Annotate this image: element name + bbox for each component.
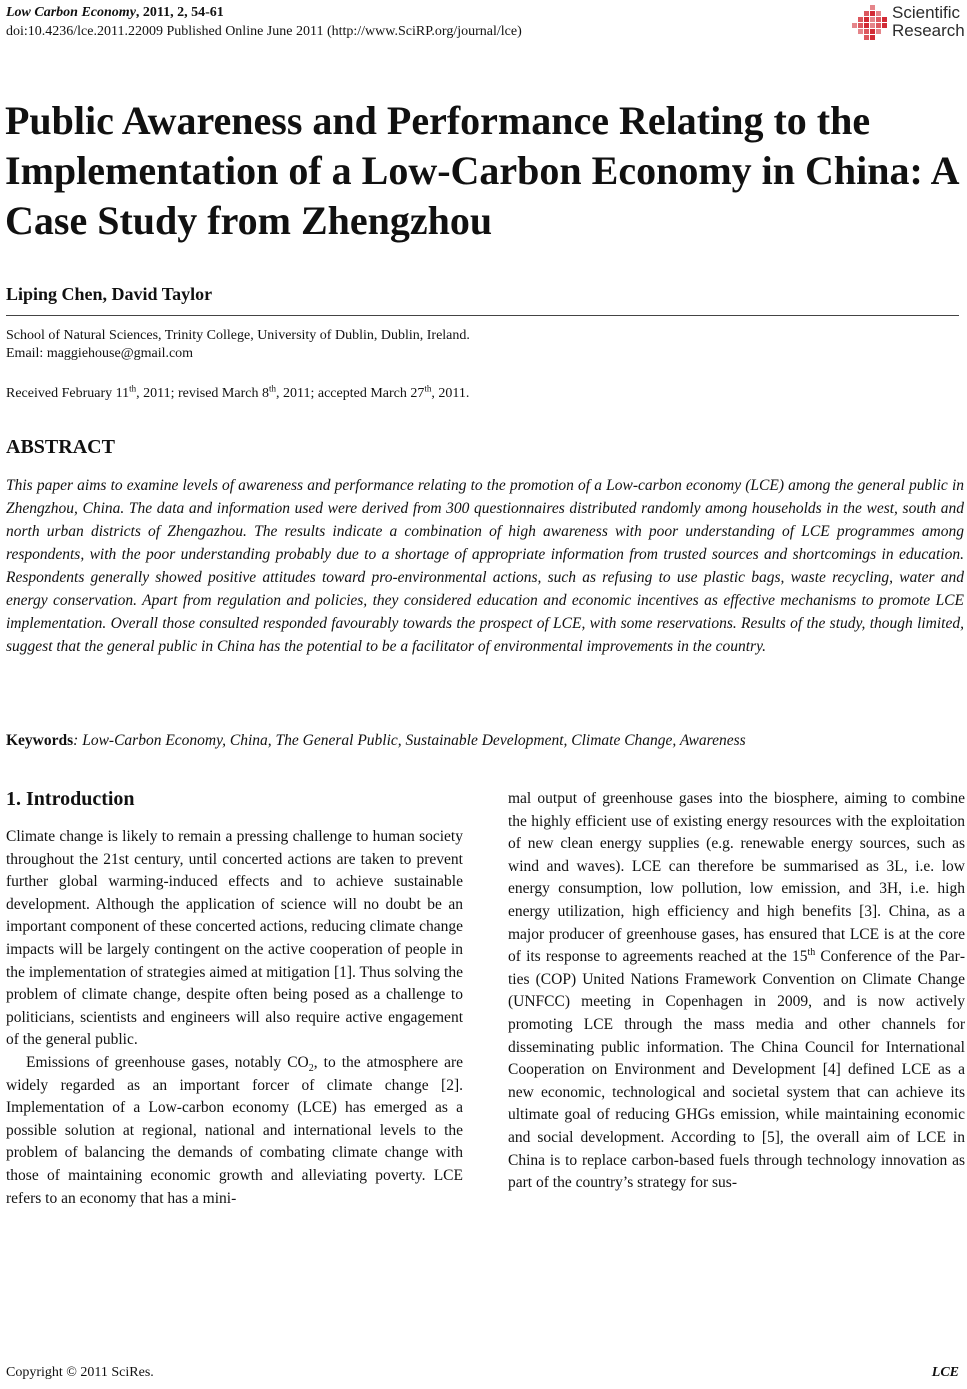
right-text-b: Conference of the Parties (COP) United Nations Framework Convention on Climate Change (UNFCC) meeting in Copenhagen in 2009, and is now actively promoting LCE through the mass media and other channels for disseminating public information. The China Council for International Cooperation on Environment and Development [4] defined LCE as a new economic, technological and societal system that can achieve its ultimate goal of reducing GHGs emission, while maintaining economic and social development. According to [5], the overall aim of LCE in China is to replace carbon-based fuels through technology innovation as part of the country’s strategy for sus- xyxy=(508,948,965,1192)
p2-text-b: , to the atmosphere are widely regarded as an important forcer of climate change [2]. Implementation of a Low-carbon economy (LCE) has emerged as a possible solution at regional, national and international levels to the problem of balancing the demands of combating climate change with those of maintaining economic growth and alleviating poverty. LCE refers to an economy that has a mini- xyxy=(6,1053,464,1207)
section-heading-introduction: 1. Introduction xyxy=(6,788,135,810)
logo-square xyxy=(876,23,881,28)
logo-square xyxy=(858,23,863,28)
logo-square xyxy=(870,5,875,10)
p2-text-a: Emissions of greenhouse gases, notably CO xyxy=(26,1053,309,1071)
logo-square xyxy=(864,23,869,28)
body-column-right xyxy=(508,788,965,1195)
logo-square xyxy=(870,11,875,16)
journal-volume: , 2011, 2, 54-61 xyxy=(135,5,224,20)
dates-end: , 2011. xyxy=(431,386,470,401)
abstract-heading: ABSTRACT xyxy=(6,436,115,458)
intro-paragraph-2 xyxy=(6,1052,463,1210)
footer-copyright: Copyright © 2011 SciRes. xyxy=(6,1365,154,1380)
doi-line: doi:10.4236/lce.2011.22009 Published Online June 2011 (http://www.SciRP.org/journal/lce) xyxy=(6,24,522,39)
accepted-date: , 2011; accepted March 27 xyxy=(275,386,425,401)
journal-citation xyxy=(6,4,224,22)
authors: Liping Chen, David Taylor xyxy=(6,284,213,304)
logo-square xyxy=(864,29,869,34)
logo-square xyxy=(876,11,881,16)
footer-journal: LCE xyxy=(931,1365,959,1380)
p2-subscript: 2 xyxy=(308,1063,314,1075)
logo-square xyxy=(870,35,875,40)
logo-square xyxy=(876,29,881,34)
intro-paragraph-2-continued xyxy=(508,788,965,1195)
logo-square xyxy=(858,29,863,34)
received-date: Received February 11 xyxy=(6,386,130,401)
paper-title: Public Awareness and Performance Relating to the Implementation of a Low-Carbon Economy in China: A Case Study from Zhengzhou xyxy=(5,98,958,243)
accepted-sup: th xyxy=(424,383,432,394)
body-column-left xyxy=(6,826,463,1210)
received-dates xyxy=(6,385,469,403)
logo-line-1: Scientific xyxy=(892,3,961,22)
logo-mark-icon xyxy=(850,3,890,43)
logo-line-2: Research xyxy=(892,21,965,40)
logo-square xyxy=(876,17,881,22)
logo-square xyxy=(870,29,875,34)
revised-sup: th xyxy=(268,383,276,394)
right-text-a: mal output of greenhouse gases into the biosphere, aiming to combine the highly efficient use of existing energy resources with the exploitation of new clean energy supplies (e.g. renewable energy sources, such as wind and waves). LCE can therefore be summarised as 3L, i.e. low energy consumption, low pollution, low emission, and 3H, i.e. high energy utilization, high efficiency and high benefits [3]. China, as a major producer of greenhouse gases, has ensured that LCE is at the core of its response to agreements reached at the 15 xyxy=(508,790,965,966)
logo-square xyxy=(870,17,875,22)
affiliation: School of Natural Sciences, Trinity College, University of Dublin, Dublin, Ireland. xyxy=(6,328,470,343)
keywords-label: Keywords xyxy=(6,732,74,749)
logo-square xyxy=(870,23,875,28)
keywords xyxy=(6,731,964,751)
journal-name: Low Carbon Economy xyxy=(6,5,136,20)
logo-square xyxy=(882,23,887,28)
intro-paragraph-1: Climate change is likely to remain a pressing challenge to human society throughout the 21st century, until concerted actions are taken to prevent further global warming-induced effects and to achieve sustainable development. Although the application of science will no doubt be an important component of these concerted actions, reducing climate change impacts will be largely contingent on the active cooperation of people in the implementation of strategies aimed at mitigation [1]. Thus solving the problem of climate change, despite often being posed as a challenge to politicians, scientists and engineers will also require active engagement of the general public. xyxy=(6,828,463,1049)
logo-wordmark xyxy=(892,4,965,40)
header-divider xyxy=(6,315,959,316)
keywords-list: : Low-Carbon Economy, China, The General Public, Sustainable Development, Climate Change, Awareness xyxy=(73,732,746,749)
scientific-research-logo xyxy=(850,3,965,43)
logo-square xyxy=(864,17,869,22)
logo-square xyxy=(858,17,863,22)
abstract-text: This paper aims to examine levels of awareness and performance relating to the promotion of a Low-carbon economy (LCE) among the general public in Zhengzhou, China. The data and information used were derived from 300 questionnaires distributed randomly among households in the west, south and north urban districts of Zhengazhou. The results indicate a combination of high awareness with poor understanding of LCE programmes among respondents, with the poor understanding probably due to a shortage of appropriate information from trusted sources and shortcomings in education. Respondents generally showed positive attitudes toward pro-environmental actions, such as refusing to use plastic bags, waste recycling, water and energy conservation. Apart from regulation and policies, they considered education and economic incentives as effective mechanisms to promote LCE implementation. Overall those consulted responded favourably towards the prospect of LCE, with some reservations. Results of the study, though limited, suggest that the general public in China has the potential to be a facilitator of environmental improvements in the country. xyxy=(6,477,964,655)
logo-square xyxy=(864,11,869,16)
received-sup: th xyxy=(129,383,137,394)
logo-square xyxy=(864,35,869,40)
email: Email: maggiehouse@gmail.com xyxy=(6,346,194,361)
revised-date: , 2011; revised March 8 xyxy=(136,386,269,401)
right-superscript: th xyxy=(807,947,816,958)
logo-square xyxy=(852,23,857,28)
logo-square xyxy=(882,17,887,22)
